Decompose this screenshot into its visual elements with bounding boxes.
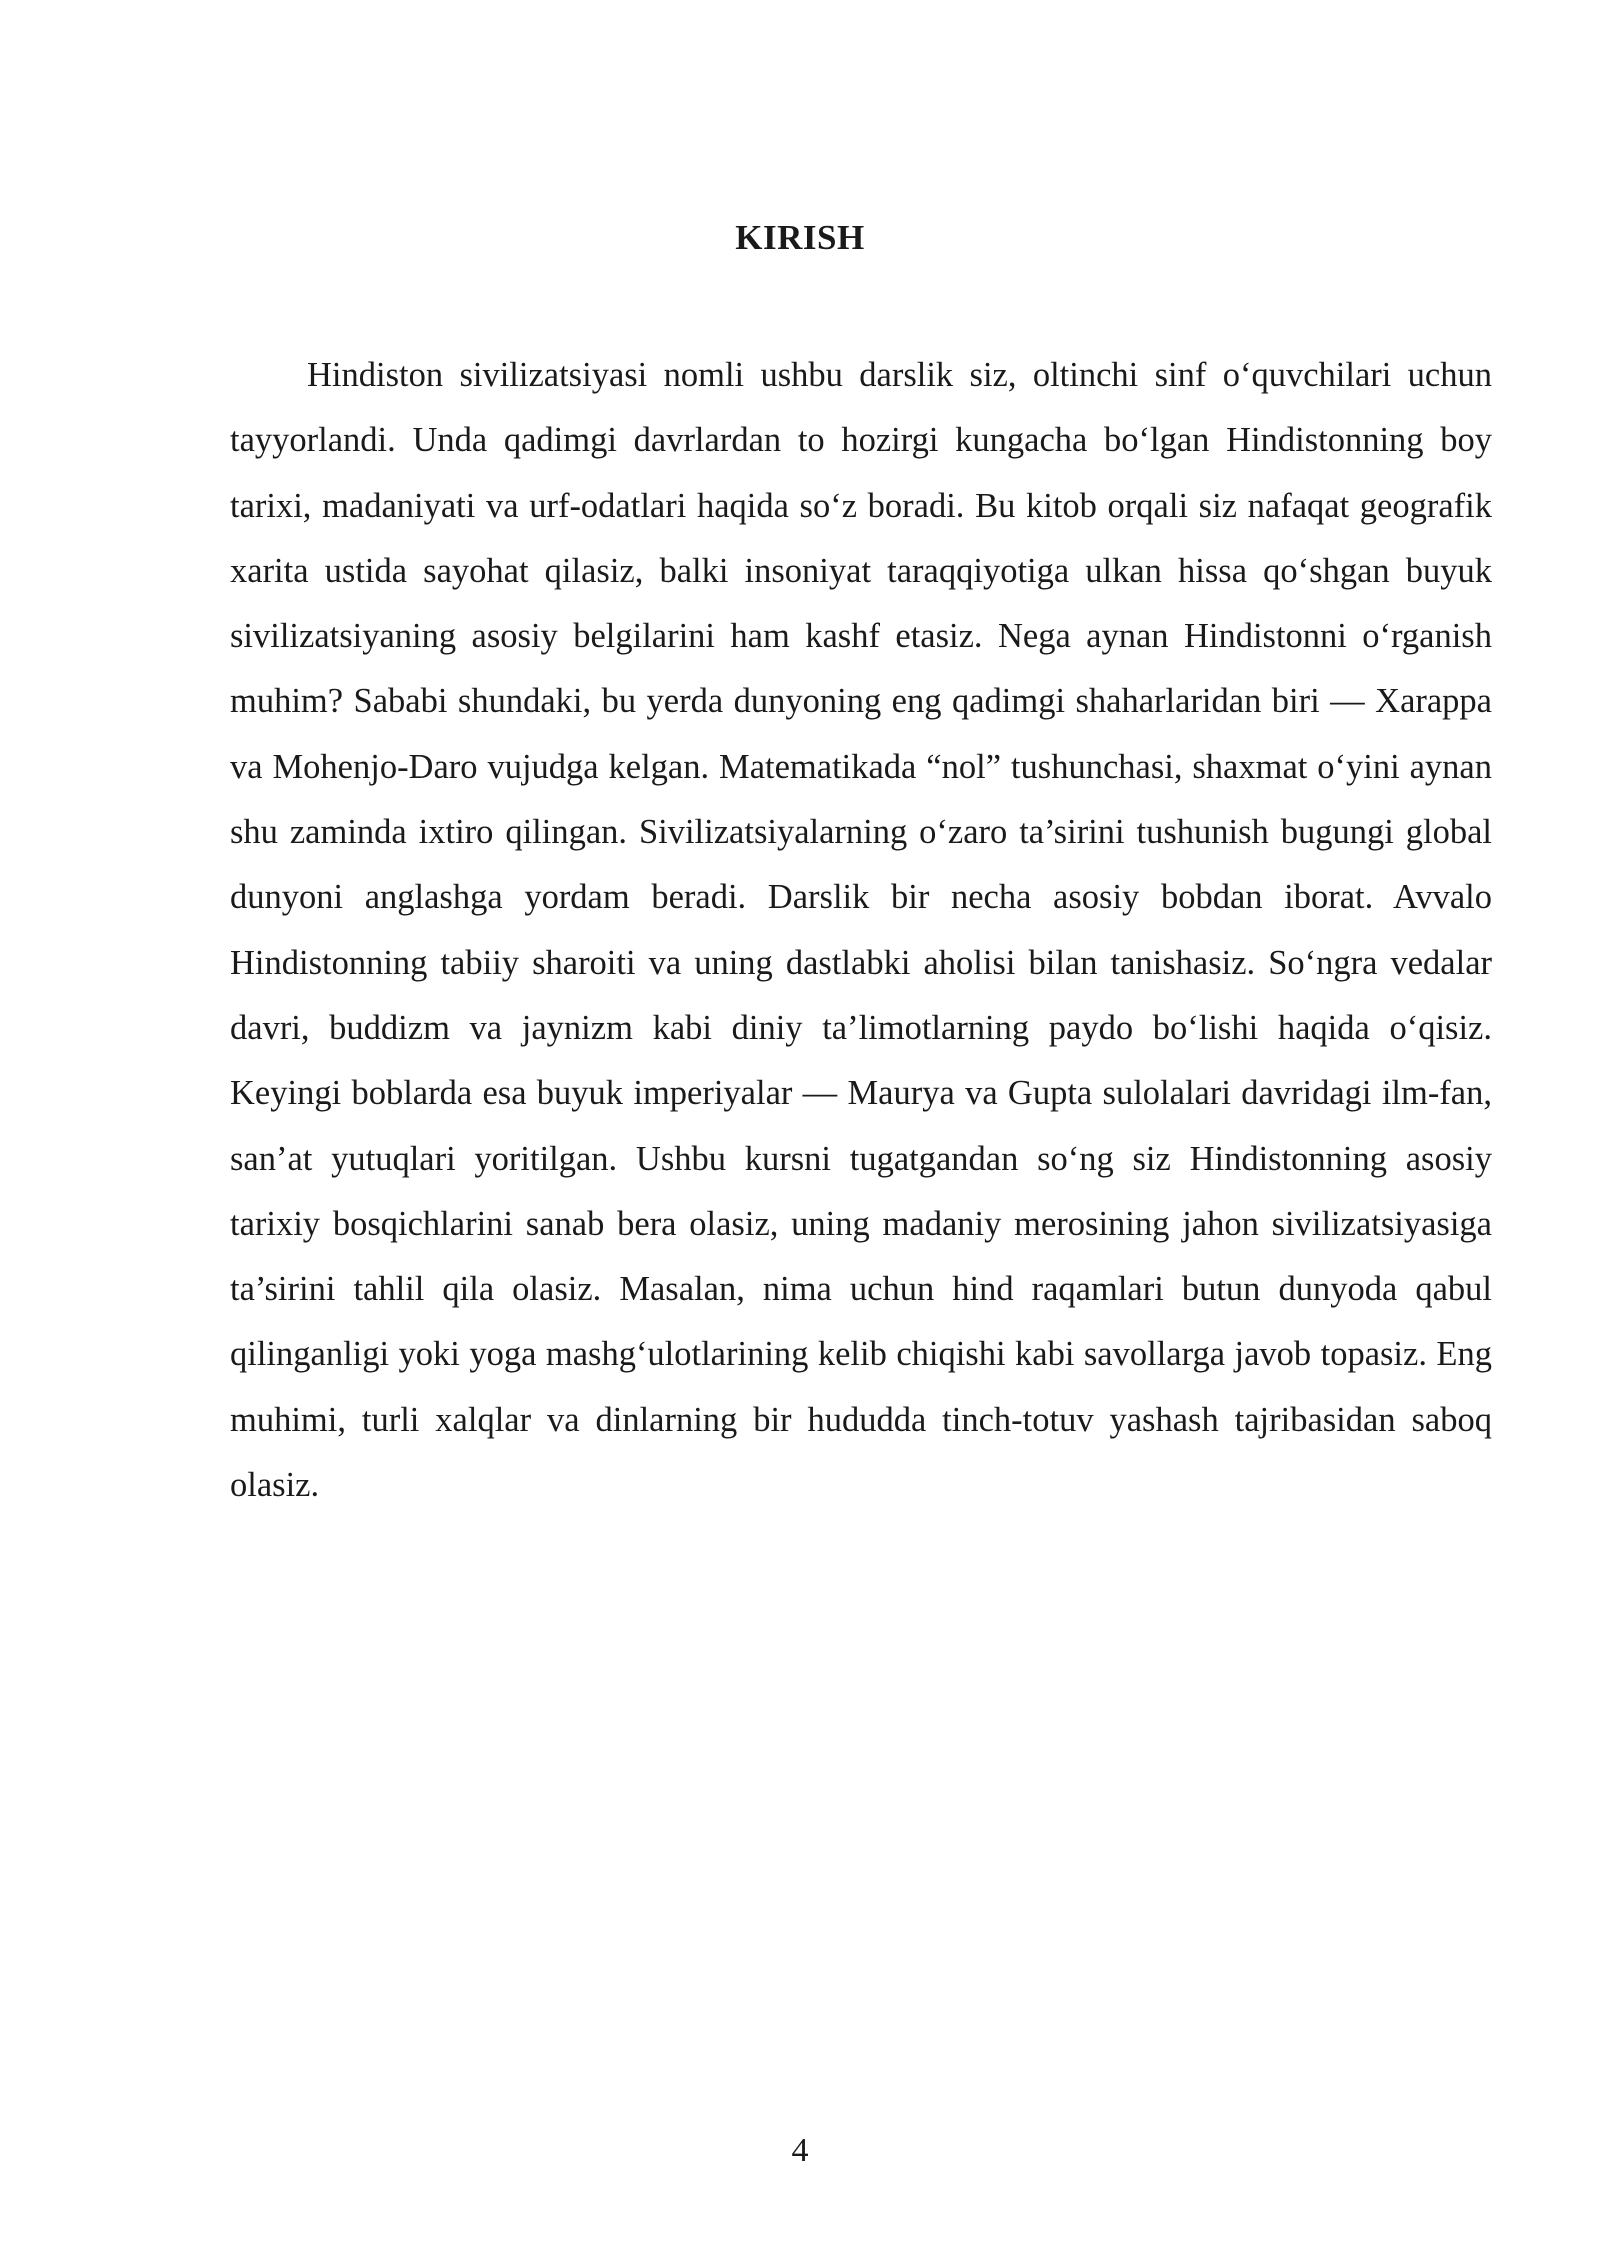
section-heading: KIRISH (735, 218, 865, 257)
body-paragraph: Hindiston sivilizatsiyasi nomli ushbu darslik siz, oltinchi sinf o‘quvchilari uchun tayyorlandi. Unda qadimgi davrlardan to hozirgi kungacha bo‘lgan Hindistonning boy tarixi, madaniyati va urf-odatlari haqida so‘z boradi. Bu kitob orqali siz nafaqat geografik xarita ustida sayohat qilasiz, balki insoniyat taraqqiyotiga ulkan hissa qo‘shgan buyuk sivilizatsiyaning asosiy belgilarini ham kashf etasiz. Nega aynan Hindistonni o‘rganish muhim? Sababi shundaki, bu yerda dunyoning eng qadimgi shaharlaridan biri — Xarappa va Mohenjo-Daro vujudga kelgan. Matematikada “nol” tushunchasi, shaxmat o‘yini aynan shu zaminda ixtiro qilingan. Sivilizatsiyalarning o‘zaro ta’sirini tushunish bugungi global dunyoni anglashga yordam beradi. Darslik bir necha asosiy bobdan iborat. Avvalo Hindistonning tabiiy sharoiti va uning dastlabki aholisi bilan tanishasiz. So‘ngra vedalar davri, buddizm va jaynizm kabi diniy ta’limotlarning paydo bo‘lishi haqida o‘qisiz. Keyingi boblarda esa buyuk imperiyalar — Maurya va Gupta sulolalari davridagi ilm-fan, san’at yutuqlari yoritilgan. Ushbu kursni tugatgandan so‘ng siz Hindistonning asosiy tarixiy bosqichlarini sanab bera olasiz, uning madaniy merosining jahon sivilizatsiyasiga ta’sirini tahlil qila olasiz. Masalan, nima uchun hind raqamlari butun dunyoda qabul qilinganligi yoki yoga mashg‘ulotlarining kelib chiqishi kabi savollarga javob topasiz. Eng muhimi, turli xalqlar va dinlarning bir hududda tinch-totuv yashash tajribasidan saboq olasiz. (230, 356, 1492, 1505)
page-number: 4 (791, 2132, 809, 2169)
